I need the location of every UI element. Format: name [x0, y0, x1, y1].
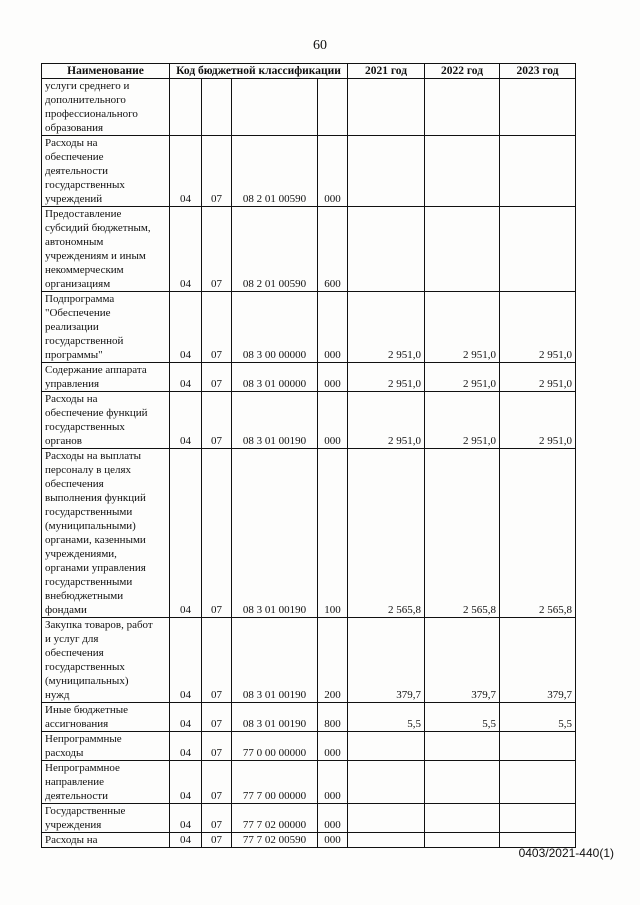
- cell-name-line: государственной: [45, 335, 124, 347]
- cell-2023: 2 951,0: [500, 292, 576, 363]
- cell-section: 04: [170, 703, 202, 732]
- table-row: [42, 732, 576, 761]
- cell-2023: 2 951,0: [500, 363, 576, 392]
- header-2022: 2022 год: [425, 64, 500, 79]
- cell-2022: 379,7: [425, 618, 500, 703]
- cell-subsection: 07: [202, 363, 232, 392]
- cell-name-line: Подпрограмма: [45, 293, 115, 305]
- cell-section: 04: [170, 449, 202, 618]
- budget-table: [41, 63, 576, 848]
- cell-2022: 2 951,0: [425, 292, 500, 363]
- cell-subsection: 07: [202, 136, 232, 207]
- cell-2021: [348, 833, 425, 848]
- cell-name-line: Закупка товаров, работ: [45, 619, 153, 631]
- cell-expense-type: 000: [318, 363, 348, 392]
- cell-target-article: 77 7 02 00000: [232, 804, 318, 833]
- cell-expense-type: 000: [318, 136, 348, 207]
- cell-name-line: Расходы на выплаты: [45, 450, 142, 462]
- cell-name-line: деятельности: [45, 165, 108, 177]
- cell-section: 04: [170, 833, 202, 848]
- cell-target-article: 77 7 00 00000: [232, 761, 318, 804]
- cell-section: [170, 79, 202, 136]
- cell-name: [42, 292, 170, 363]
- cell-expense-type: [318, 79, 348, 136]
- cell-2021: [348, 732, 425, 761]
- cell-name-line: органов: [45, 435, 82, 447]
- cell-name-line: некоммерческим: [45, 264, 124, 276]
- cell-name-line: фондами: [45, 604, 87, 616]
- cell-name-line: внебюджетными: [45, 590, 124, 602]
- table-row: [42, 618, 576, 703]
- cell-2022: 2 565,8: [425, 449, 500, 618]
- cell-name-line: дополнительного: [45, 94, 126, 106]
- cell-name-line: расходы: [45, 747, 84, 759]
- cell-2021: [348, 207, 425, 292]
- cell-expense-type: 100: [318, 449, 348, 618]
- cell-2021: [348, 79, 425, 136]
- cell-2022: 2 951,0: [425, 392, 500, 449]
- cell-name-line: и услуг для: [45, 633, 99, 645]
- cell-name-line: обеспечения: [45, 647, 104, 659]
- cell-2021: 2 951,0: [348, 292, 425, 363]
- cell-name-line: направление: [45, 776, 104, 788]
- cell-subsection: 07: [202, 292, 232, 363]
- cell-2022: 5,5: [425, 703, 500, 732]
- table-row: [42, 392, 576, 449]
- cell-2021: 2 951,0: [348, 363, 425, 392]
- table-row: [42, 363, 576, 392]
- cell-name-line: "Обеспечение: [45, 307, 111, 319]
- table-body: [42, 79, 576, 848]
- cell-2021: [348, 136, 425, 207]
- cell-expense-type: 000: [318, 804, 348, 833]
- table-row: [42, 292, 576, 363]
- cell-section: 04: [170, 363, 202, 392]
- cell-2022: [425, 732, 500, 761]
- cell-target-article: 77 0 00 00000: [232, 732, 318, 761]
- cell-2023: [500, 207, 576, 292]
- cell-name: [42, 703, 170, 732]
- cell-expense-type: 200: [318, 618, 348, 703]
- cell-name-line: обеспечение: [45, 151, 104, 163]
- cell-subsection: [202, 79, 232, 136]
- cell-name-line: деятельности: [45, 790, 108, 802]
- cell-name-line: учреждений: [45, 193, 103, 205]
- cell-name: [42, 136, 170, 207]
- header-2021: 2021 год: [348, 64, 425, 79]
- cell-2021: 379,7: [348, 618, 425, 703]
- cell-name-line: образования: [45, 122, 104, 134]
- cell-name-line: организациям: [45, 278, 111, 290]
- cell-name-line: реализации: [45, 321, 99, 333]
- table-row: [42, 804, 576, 833]
- cell-subsection: 07: [202, 833, 232, 848]
- cell-target-article: 08 2 01 00590: [232, 136, 318, 207]
- cell-name-line: субсидий бюджетным,: [45, 222, 151, 234]
- cell-name: [42, 392, 170, 449]
- cell-2022: [425, 761, 500, 804]
- header-2023: 2023 год: [500, 64, 576, 79]
- document-code: 0403/2021-440(1): [518, 846, 614, 860]
- cell-subsection: 07: [202, 618, 232, 703]
- cell-name-line: выполнения функций: [45, 492, 146, 504]
- cell-name-line: Расходы на: [45, 834, 98, 846]
- cell-2022: [425, 79, 500, 136]
- cell-name-line: обеспечения: [45, 478, 104, 490]
- cell-name-line: ассигнования: [45, 718, 109, 730]
- cell-expense-type: 000: [318, 392, 348, 449]
- cell-name-line: учреждения: [45, 819, 102, 831]
- cell-name-line: государственных: [45, 421, 125, 433]
- cell-name-line: Расходы на: [45, 137, 98, 149]
- table-row: [42, 833, 576, 848]
- cell-target-article: 08 3 01 00190: [232, 703, 318, 732]
- cell-name-line: профессионального: [45, 108, 138, 120]
- cell-section: 04: [170, 207, 202, 292]
- table-row: [42, 761, 576, 804]
- cell-2023: [500, 804, 576, 833]
- cell-target-article: 08 2 01 00590: [232, 207, 318, 292]
- cell-target-article: 08 3 01 00190: [232, 618, 318, 703]
- header-code: Код бюджетной классификации: [170, 64, 348, 79]
- cell-expense-type: 000: [318, 292, 348, 363]
- cell-subsection: 07: [202, 761, 232, 804]
- cell-expense-type: 000: [318, 732, 348, 761]
- table-row: [42, 79, 576, 136]
- cell-name-line: услуги среднего и: [45, 80, 130, 92]
- cell-2023: [500, 732, 576, 761]
- cell-name-line: нужд: [45, 689, 70, 701]
- cell-name-line: персоналу в целях: [45, 464, 132, 476]
- cell-2022: [425, 804, 500, 833]
- cell-name-line: государственных: [45, 661, 125, 673]
- cell-target-article: 77 7 02 00590: [232, 833, 318, 848]
- cell-2023: 379,7: [500, 618, 576, 703]
- cell-section: 04: [170, 732, 202, 761]
- cell-2023: 2 951,0: [500, 392, 576, 449]
- cell-2022: [425, 833, 500, 848]
- cell-name-line: органами управления: [45, 562, 146, 574]
- cell-section: 04: [170, 761, 202, 804]
- cell-name-line: Расходы на: [45, 393, 98, 405]
- cell-name: [42, 79, 170, 136]
- cell-target-article: 08 3 01 00190: [232, 392, 318, 449]
- cell-name-line: (муниципальными): [45, 520, 136, 532]
- cell-name-line: управления: [45, 378, 100, 390]
- cell-name: [42, 363, 170, 392]
- cell-2022: 2 951,0: [425, 363, 500, 392]
- cell-name-line: Иные бюджетные: [45, 704, 129, 716]
- cell-expense-type: 000: [318, 761, 348, 804]
- cell-expense-type: 000: [318, 833, 348, 848]
- cell-expense-type: 600: [318, 207, 348, 292]
- cell-name: [42, 449, 170, 618]
- page-number: 60: [313, 38, 327, 53]
- cell-name-line: Содержание аппарата: [45, 364, 147, 376]
- cell-section: 04: [170, 392, 202, 449]
- cell-section: 04: [170, 136, 202, 207]
- header-name: Наименование: [42, 64, 170, 79]
- cell-subsection: 07: [202, 449, 232, 618]
- table-header-row: [42, 64, 576, 79]
- cell-2023: 5,5: [500, 703, 576, 732]
- table-row: [42, 207, 576, 292]
- cell-name-line: органами, казенными: [45, 534, 146, 546]
- cell-name-line: Непрограммное: [45, 762, 120, 774]
- cell-2022: [425, 207, 500, 292]
- cell-name-line: государственных: [45, 179, 125, 191]
- cell-name-line: обеспечение функций: [45, 407, 148, 419]
- cell-name: [42, 732, 170, 761]
- cell-target-article: [232, 79, 318, 136]
- cell-subsection: 07: [202, 732, 232, 761]
- cell-name-line: Государственные: [45, 805, 126, 817]
- cell-name-line: учреждениям и иным: [45, 250, 146, 262]
- cell-name: [42, 761, 170, 804]
- cell-2023: [500, 761, 576, 804]
- cell-name: [42, 804, 170, 833]
- cell-2021: 2 951,0: [348, 392, 425, 449]
- cell-name-line: (муниципальных): [45, 675, 129, 687]
- cell-2021: 5,5: [348, 703, 425, 732]
- table-row: [42, 136, 576, 207]
- table-row: [42, 449, 576, 618]
- cell-name: [42, 618, 170, 703]
- cell-name-line: Непрограммные: [45, 733, 122, 745]
- cell-subsection: 07: [202, 392, 232, 449]
- cell-name-line: Предоставление: [45, 208, 122, 220]
- cell-name: [42, 207, 170, 292]
- cell-name: [42, 833, 170, 848]
- cell-2023: [500, 136, 576, 207]
- cell-name-line: автономным: [45, 236, 104, 248]
- cell-subsection: 07: [202, 207, 232, 292]
- cell-name-line: государственными: [45, 506, 133, 518]
- cell-name-line: государственными: [45, 576, 133, 588]
- cell-2021: [348, 804, 425, 833]
- cell-2023: 2 565,8: [500, 449, 576, 618]
- cell-subsection: 07: [202, 703, 232, 732]
- cell-2022: [425, 136, 500, 207]
- cell-section: 04: [170, 804, 202, 833]
- cell-name-line: учреждениями,: [45, 548, 117, 560]
- cell-expense-type: 800: [318, 703, 348, 732]
- cell-section: 04: [170, 292, 202, 363]
- cell-target-article: 08 3 01 00000: [232, 363, 318, 392]
- cell-2021: 2 565,8: [348, 449, 425, 618]
- cell-name-line: программы": [45, 349, 103, 361]
- cell-2021: [348, 761, 425, 804]
- cell-target-article: 08 3 00 00000: [232, 292, 318, 363]
- cell-2023: [500, 79, 576, 136]
- cell-subsection: 07: [202, 804, 232, 833]
- cell-section: 04: [170, 618, 202, 703]
- table-row: [42, 703, 576, 732]
- cell-target-article: 08 3 01 00190: [232, 449, 318, 618]
